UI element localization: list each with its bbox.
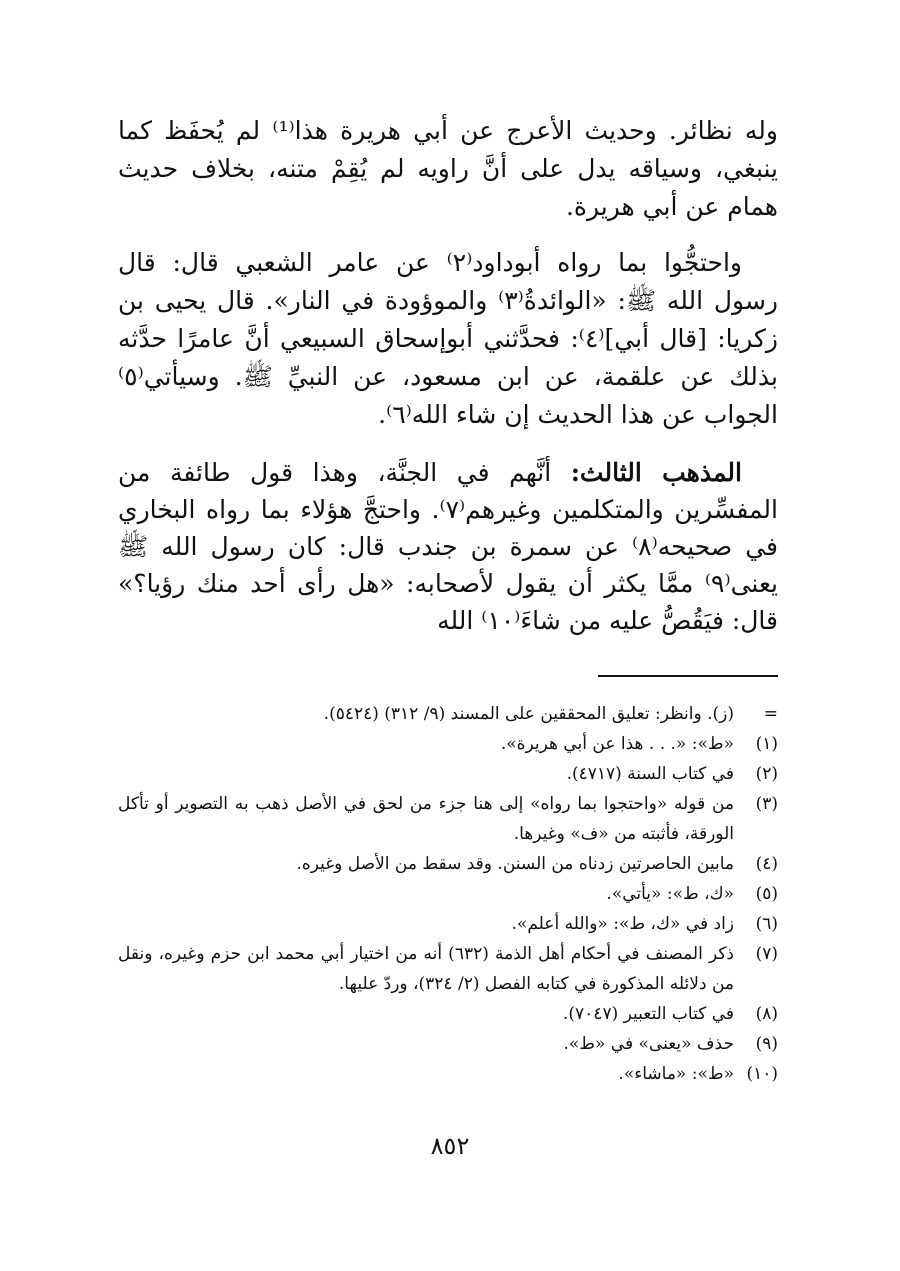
section-heading-third-school: المذهب الثالث:	[570, 458, 742, 487]
footnote-text: ذكر المصنف في أحكام أهل الذمة (٦٣٢) أنه من اختيار أبي محمد ابن حزم وغيره، ونقل من دلائله المذكورة في كتابه الفصل (٢/ ٣٢٤)، وردّ عليها.	[118, 944, 734, 994]
footnote-3	[118, 789, 778, 849]
paragraph-2: واحتجُّوا بما رواه أبوداود⁽٢⁾ عن عامر الشعبي قال: قال رسول الله ﷺ: «الوائدةُ⁽٣⁾ والموؤودة في النار». قال يحيى بن زكريا: [قال أبي]⁽٤⁾: فحدَّثني أبوإسحاق السبيعي أنَّ عامرًا حدَّثه بذلك عن علقمة، عن ابن مسعود، عن النبيِّ ﷺ. وسيأتي⁽٥⁾ الجواب عن هذا الحديث إن شاء الله⁽٦⁾.	[118, 248, 778, 429]
footnote-10	[118, 1059, 778, 1089]
footnote-marker: (٩)	[755, 1034, 778, 1054]
paragraph-3-body: أنَّهم في الجنَّة، وهذا قول طائفة من المفسِّرين والمتكلمين وغيرهم⁽٧⁾. واحتجَّ هؤلاء بما رواه البخاري في صحيحه⁽٨⁾ عن سمرة بن جندب قال: كان رسول الله ﷺ يعنى⁽٩⁾ ممَّا يكثر أن يقول لأصحابه: «هل رأى أحد منك رؤيا؟» قال: فيَقُصُّ عليه من شاءَ⁽١٠⁾ الله	[118, 458, 778, 635]
paragraph-3	[118, 454, 778, 639]
footnote-marker: (٣)	[755, 794, 778, 814]
footnote-text: «ك، ط»: «يأتي».	[606, 884, 734, 904]
footnote-4	[118, 849, 778, 879]
page-number: ٨٥٢	[430, 1132, 470, 1160]
main-text	[118, 112, 778, 639]
footnote-8	[118, 999, 778, 1029]
footnote-text: من قوله «واحتجوا بما رواه» إلى هنا جزء من لحق في الأصل ذهب به التصوير أو تأكل الورقة، فأثبته من «ف» وغيرها.	[118, 794, 734, 844]
footnote-text: زاد في «ك، ط»: «والله أعلم».	[511, 914, 734, 934]
paragraph-1: وله نظائر. وحديث الأعرج عن أبي هريرة هذا⁽¹⁾ لم يُحفَظ كما ينبغي، وسياقه يدل على أنَّ راويه لم يُقِمْ متنه، بخلاف حديث همام عن أبي هريرة.	[118, 116, 778, 221]
footnote-marker: (١)	[755, 734, 778, 754]
footnote-text: (ز). وانظر: تعليق المحققين على المسند (٩/ ٣١٢) (٥٤٢٤).	[323, 704, 734, 724]
footnote-marker: (٢)	[755, 764, 778, 784]
footnote-divider	[598, 675, 778, 677]
footnote-5	[118, 879, 778, 909]
footnote-marker: (٨)	[755, 1004, 778, 1024]
footnote-6	[118, 909, 778, 939]
footnote-marker: =	[763, 704, 778, 724]
footnote-text: في كتاب التعبير (٧٠٤٧).	[563, 1004, 734, 1024]
footnote-1	[118, 729, 778, 759]
footnote-text: في كتاب السنة (٤٧١٧).	[566, 764, 734, 784]
footnote-marker: (٦)	[755, 914, 778, 934]
footnote-9	[118, 1029, 778, 1059]
footnote-2	[118, 759, 778, 789]
footnotes	[118, 699, 778, 1089]
footnote-7	[118, 939, 778, 999]
footnote-continued	[118, 699, 778, 729]
footnote-text: «ط»: «ماشاء».	[618, 1064, 734, 1084]
page-content	[118, 112, 778, 1089]
footnote-marker: (٥)	[755, 884, 778, 904]
footnote-text: «ط»: «. . . هذا عن أبي هريرة».	[500, 734, 734, 754]
footnote-text: حذف «يعنى» في «ط».	[563, 1034, 734, 1054]
footnote-marker: (٤)	[755, 854, 778, 874]
footnote-marker: (٧)	[755, 944, 778, 964]
footnote-text: مابين الحاصرتين زدناه من السنن. وقد سقط من الأصل وغيره.	[296, 854, 734, 874]
footnote-marker: (١٠)	[746, 1064, 778, 1084]
